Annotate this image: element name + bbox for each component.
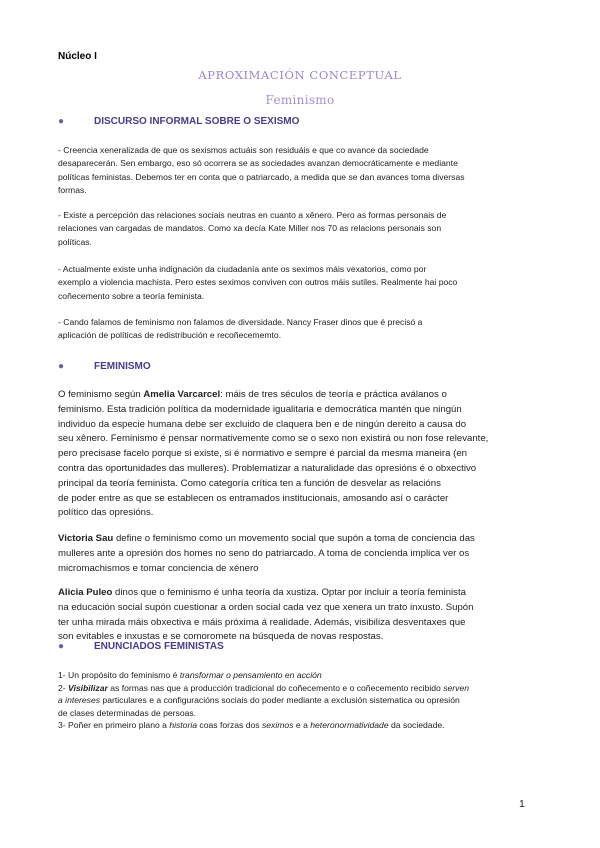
paragraph-indignacion: - Actualmente existe unha indignación da ciudadanía ante os seximos máis vexatorios, como por exemplo a violencia machista. Pero estes seximos conviven con outros máis sutiles. Realmente hai poco coñecemento sobre a teoría feminista. — [58, 264, 458, 301]
list-item-continued: a intereses particulares e a configuracións sociais do poder mediante a exclusión sistematica ou opresión — [58, 695, 460, 706]
list-item: 1- Un propósito do feminismo é transformar o pensamiento en acción — [58, 670, 322, 680]
page-number: 1 — [519, 798, 525, 810]
paragraph-puleo: Alicia Puleo dinos que o feminismo é unha teoría da xustiza. Optar por incluir a teoría feminista na educación social supón cuestionar a orden social cada vez que xenera un trato inxusto. Supón ter unha mirada máis obxectiva e máis próxima á realidade. Además, visibiliza desventaxes que son evitables e inxustas e se comoromete na búsqueda de novas respostas. — [58, 587, 474, 643]
author-name: Victoria Sau — [58, 533, 114, 544]
bullet-icon: ● — [58, 641, 65, 652]
paragraph-sau: Victoria Sau define o feminismo como un movemento social que supón a toma de conciencia das mulleres ante a opresión dos homes no seno do patriarcado. A toma de concienda implica ver os micromachismos e tomar conciencia de xénero — [58, 533, 475, 574]
author-name: Amelia Varcarcel — [143, 389, 221, 400]
enunciados-list — [58, 669, 544, 732]
list-item-continued: de clases determinadas de persoas. — [58, 707, 197, 718]
section-heading-text: DISCURSO INFORMAL SOBRE O SEXISMO — [94, 116, 300, 127]
author-name: Alicia Puleo — [58, 587, 113, 598]
paragraph-percepcion: - Existe a percepción das relaciones sociais neutras en cuanto a xênero. Pero as formas personais de relaciones van cargadas de mandatos. Como xa decía Kate Miller nos 70 as relacions personais son políticas. — [58, 210, 447, 247]
section-heading-discurso — [58, 116, 299, 127]
list-item: 3- Poñer en primeiro plano a historia coas forzas dos seximos e a heteronormatividade da sociedade. — [58, 720, 445, 731]
section-heading-text: ENUNCIADOS FEMINISTAS — [94, 641, 224, 652]
section-heading-text: FEMINISMO — [94, 361, 151, 372]
page-subtitle: Feminismo — [265, 93, 335, 107]
bullet-icon: ● — [58, 116, 65, 127]
list-item: 2- Visibilizar as formas nas que a producción tradicional do coñecemento e o coñecemento recibido serven — [58, 682, 469, 693]
paragraph-creencia: - Creencia xeneralizada de que os sexismos actuáis son residuáis e que co avance da sociedade desaparecerán. Sen embargo, eso só ocorrera se as sociedades avanzan democráticamente e mediante políticas feministas. Debemos ter en conta que o patriarcado, a medida que se dan avances toma diversas formas. — [58, 145, 465, 195]
paragraph-valcarcel: O feminismo según Amelia Varcarcel: máis de tres séculos de teoría e práctica aválanos o feminismo. Esta tradición política da modernidade igualitaria e democrática mantén que ningún individuo da especie humana debe ser excluido de claquera ben e de ningún dereito a causa do seu xênero. Feminismo é pensar normativemente como se o sexo non existirá ou non fose relevante, pero precisase facelo porque si existe, si é normativo e sempre é parcial da mesma maneira (en contra das oportunidades das mulleres). Problematizar a naturalidade das opresións é o obxectivo principal da teoría feminista. Como categoría crítica ten a función de desvelar as relacións de poder entre as que se establecen os entramados institucionais, amosando así o carácter político das opresións. — [58, 389, 489, 519]
nucleo-label: Núcleo I — [58, 51, 97, 62]
section-heading-feminismo — [58, 361, 151, 372]
bullet-icon: ● — [58, 361, 65, 372]
paragraph-diversidade: - Cando falamos de feminismo non falamos de diversidade. Nancy Fraser dinos que é precisó a aplicación de políticas de redistribución e recoñecememto. — [58, 317, 423, 341]
section-heading-enunciados — [58, 641, 224, 652]
page-title: APROXIMACIÓN CONCEPTUAL — [198, 68, 402, 82]
